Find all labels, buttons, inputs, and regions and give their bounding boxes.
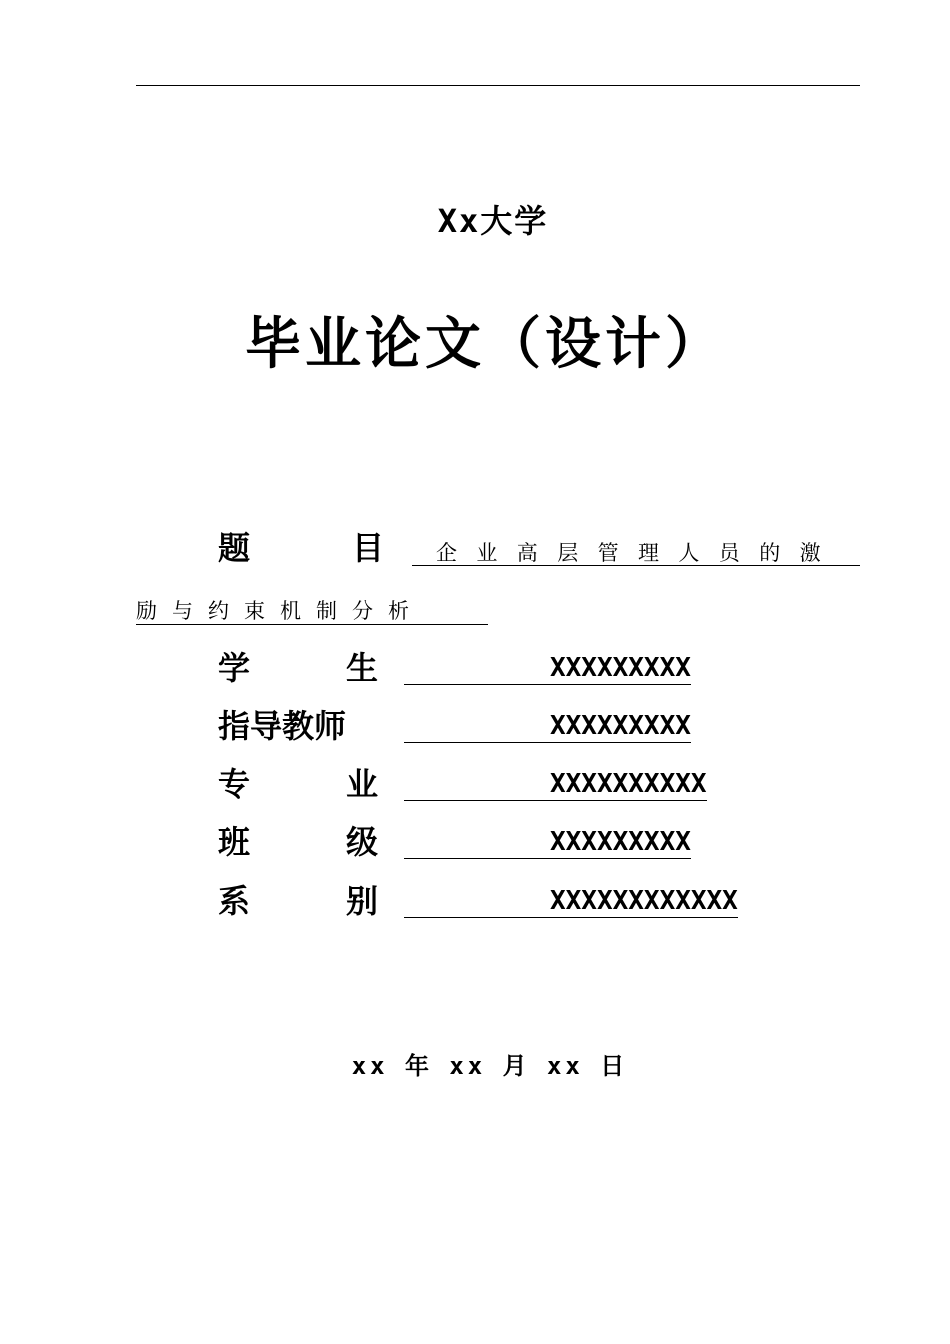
- field-major-label-a: 专: [218, 765, 251, 803]
- field-class-label: [218, 822, 378, 862]
- field-student-value: XXXXXXXXX: [404, 652, 691, 685]
- field-department-label-a: 系: [218, 882, 251, 920]
- field-class-value: XXXXXXXXX: [404, 826, 691, 859]
- topic-label-first: 题: [218, 529, 251, 567]
- date-month: xx: [449, 1052, 487, 1080]
- field-student-label-a: 学: [218, 649, 251, 687]
- field-class-label-a: 班: [218, 823, 251, 861]
- date-year: xx: [351, 1052, 389, 1080]
- field-department-label-b: 别: [345, 882, 378, 920]
- university-name: Xx大学: [437, 202, 549, 240]
- field-student-label-b: 生: [345, 649, 378, 687]
- date-day-unit: 日: [600, 1051, 629, 1080]
- field-major-value: XXXXXXXXXX: [404, 768, 707, 801]
- document-title: 毕业论文（设计）: [245, 311, 725, 377]
- field-major-label: [218, 764, 378, 804]
- field-major-label-b: 业: [345, 765, 378, 803]
- field-student-label: [218, 648, 378, 688]
- date-day: xx: [546, 1052, 584, 1080]
- topic-title-line2: 励与约束机制分析: [136, 598, 488, 625]
- field-advisor-value: XXXXXXXXX: [404, 710, 691, 743]
- topic-title-line1: 企业高层管理人员的激: [412, 540, 860, 566]
- field-class-label-b: 级: [345, 823, 378, 861]
- header-rule: [136, 85, 860, 86]
- field-advisor-label: 指导教师: [218, 707, 347, 745]
- topic-label-second: 目: [352, 529, 385, 567]
- field-department-label: [218, 881, 378, 921]
- field-department-value: XXXXXXXXXXXX: [404, 885, 738, 918]
- date-year-unit: 年: [405, 1051, 433, 1080]
- submission-date: [0, 1046, 950, 1081]
- date-month-unit: 月: [502, 1051, 531, 1080]
